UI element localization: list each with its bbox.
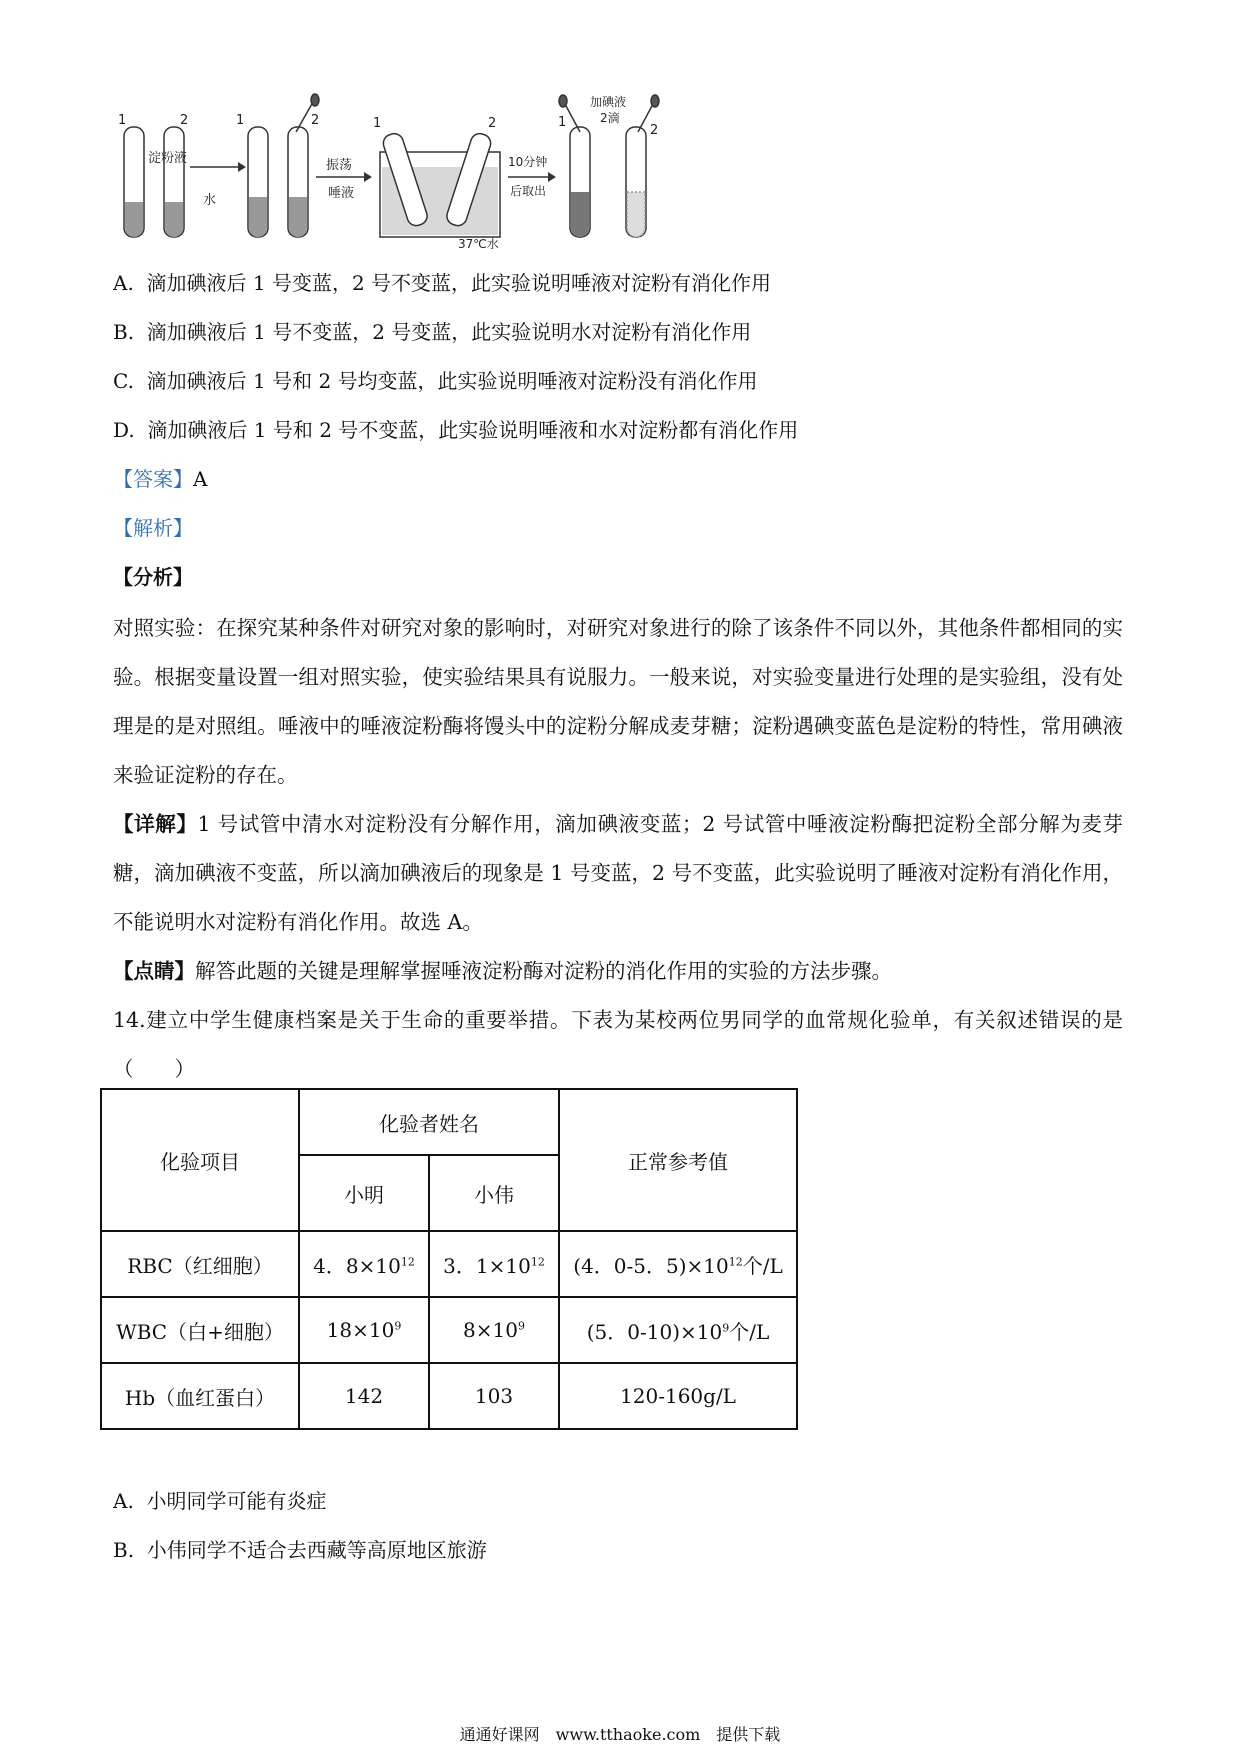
fenxi-label: 【分析】 <box>113 565 193 589</box>
experiment-figure <box>118 92 678 252</box>
fig-time-label: 后取出 <box>510 184 547 198</box>
fig-saliva-label: 唾液 <box>328 186 355 201</box>
header-xiaowei: 小伟 <box>429 1155 559 1231</box>
blood-test-table <box>100 1088 798 1430</box>
fig-tube-label: 1 <box>558 115 567 130</box>
table-row <box>101 1231 797 1297</box>
header-ref: 正常参考值 <box>559 1089 797 1231</box>
fig-water-label: 水 <box>203 193 217 208</box>
cell-item: Hb（血红蛋白） <box>101 1363 299 1429</box>
cell-wei: 3．$1\times 10^{12}$ <box>429 1231 559 1297</box>
q14-stem: 14.建立中学生健康档案是关于生命的重要举措。下表为某校两位男同学的血常规化验单，有关叙述错误的是（ ） <box>113 1008 1123 1081</box>
cell-ref: 120-160g/L <box>559 1363 797 1429</box>
fig-iodine-label: 2滴 <box>600 111 620 125</box>
fig-tube-label: 2 <box>180 113 189 128</box>
fig-shake-label: 振荡 <box>326 158 353 173</box>
fig-bath-label: 37℃水 <box>458 237 499 251</box>
cell-ref: (5．$0-10)\times 10^9$个/L <box>559 1297 797 1363</box>
fig-starch-label: 淀粉液 <box>148 151 188 166</box>
xiangjie-paragraph <box>113 800 1123 947</box>
fig-iodine-label: 加碘液 <box>590 95 627 109</box>
option-d: D. 滴加碘液后 1 号和 2 号不变蓝，此实验说明唾液和水对淀粉都有消化作用 <box>113 418 799 442</box>
cell-ming: 4．$8\times 10^{12}$ <box>299 1231 429 1297</box>
fig-tube-label: 1 <box>236 113 245 128</box>
fig-tube-label: 1 <box>373 116 382 131</box>
xiangjie-label: 【详解】 <box>113 812 198 836</box>
dianjing-paragraph <box>113 947 1123 996</box>
header-name: 化验者姓名 <box>299 1089 559 1155</box>
q14-option-a: A. 小明同学可能有炎症 <box>113 1489 327 1513</box>
analysis-label: 【解析】 <box>113 516 193 540</box>
answer-label: 【答案】 <box>113 467 193 491</box>
dianjing-text: 解答此题的关键是理解掌握唾液淀粉酶对淀粉的消化作用的实验的方法步骤。 <box>195 959 892 983</box>
option-a: A. 滴加碘液后 1 号变蓝，2 号不变蓝，此实验说明唾液对淀粉有消化作用 <box>113 271 772 295</box>
water-bath <box>380 131 500 237</box>
option-b: B. 滴加碘液后 1 号不变蓝，2 号变蓝，此实验说明水对淀粉有消化作用 <box>113 320 752 344</box>
q14-option-b: B. 小伟同学不适合去西藏等高原地区旅游 <box>113 1538 487 1562</box>
fenxi-text: 对照实验：在探究某种条件对研究对象的影响时，对研究对象进行的除了该条件不同以外，其他条件都相同的实验。根据变量设置一组对照实验，使实验结果具有说服力。一般来说，对实验变量进行处理的是实验组，没有处理是的是对照组。唾液中的唾液淀粉酶将馒头中的淀粉分解成麦芽糖；淀粉遇碘变蓝色是淀粉的特性，常用碘液来验证淀粉的存在。 <box>113 616 1123 787</box>
fig-tube-label: 2 <box>311 113 320 128</box>
dianjing-label: 【点睛】 <box>113 959 195 983</box>
option-c: C. 滴加碘液后 1 号和 2 号均变蓝，此实验说明唾液对淀粉没有消化作用 <box>113 369 758 393</box>
fig-tube-label: 1 <box>118 113 127 128</box>
cell-item: WBC（白+细胞） <box>101 1297 299 1363</box>
cell-ming: $18\times 10^9$ <box>299 1297 429 1363</box>
cell-item: RBC（红细胞） <box>101 1231 299 1297</box>
page-footer: 通通好课网 www.tthaoke.com 提供下载 <box>459 1725 781 1744</box>
cell-wei: 103 <box>429 1363 559 1429</box>
fig-time-label: 10分钟 <box>508 155 548 169</box>
tube-pair-2 <box>248 94 319 237</box>
fig-tube-label: 2 <box>650 123 659 138</box>
table-row <box>101 1363 797 1429</box>
answer-line <box>113 464 207 494</box>
fig-tube-label: 2 <box>488 116 497 131</box>
xiangjie-text: 1 号试管中清水对淀粉没有分解作用，滴加碘液变蓝；2 号试管中唾液淀粉酶把淀粉全部分解为麦芽糖，滴加碘液不变蓝，所以滴加碘液后的现象是 1 号变蓝，2 号不变蓝，此实验说明了睡液对淀粉有消化作用，不能说明水对淀粉有消化作用。故选 A。 <box>113 812 1124 934</box>
cell-ming: 142 <box>299 1363 429 1429</box>
table-row <box>101 1297 797 1363</box>
header-xiaoming: 小明 <box>299 1155 429 1231</box>
cell-ref: (4．0-5．$5)\times 10^{12}$个/L <box>559 1231 797 1297</box>
header-item: 化验项目 <box>101 1089 299 1231</box>
cell-wei: $8\times 10^9$ <box>429 1297 559 1363</box>
answer-value: A <box>193 467 208 491</box>
tube-pair-1 <box>124 127 184 237</box>
